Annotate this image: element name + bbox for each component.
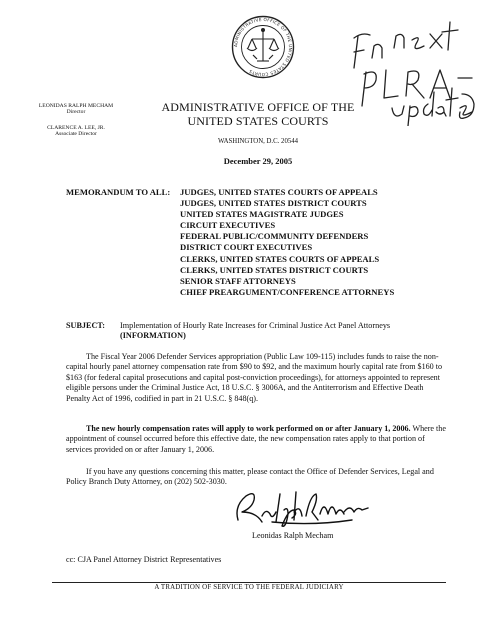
cc-line: cc: CJA Panel Attorney District Representatives — [66, 555, 222, 564]
recipient-list — [180, 187, 394, 298]
recipient-item: CLERKS, UNITED STATES DISTRICT COURTS — [180, 264, 369, 275]
subject-tag: (INFORMATION) — [120, 331, 186, 341]
recipient-item: CLERKS, UNITED STATES COURTS OF APPEALS — [180, 253, 380, 264]
recipient-item: CHIEF PREARGUMENT/CONFERENCE ATTORNEYS — [180, 286, 395, 297]
recipient-item: DISTRICT COURT EXECUTIVES — [180, 242, 313, 253]
signature — [232, 486, 372, 530]
paragraph-1-text: The Fiscal Year 2006 Defender Services appropriation (Public Law 109-115) includes funds to raise the non-capital hourly panel attorney compensation rate from $90 to $92, and the maximum hourly capital rate from $160 to $163 (for federal capital prosecutions and capital post-conviction proceedings), for attorneys appointed to represent eligible persons under the Criminal Justice Act, 18 U.S.C. § 3006A, and the Antiterrorism and Effective Death Penalty Act of 1996, codified in part in 21 U.S.C. § 848(q). — [66, 352, 443, 403]
agency-line-1: ADMINISTRATIVE OFFICE OF THE — [161, 100, 355, 114]
agency-name — [150, 101, 366, 128]
footer-divider — [52, 582, 446, 583]
agency-seal — [231, 15, 295, 79]
paragraph-2-text: Where the appointment of counsel occurred before this effective date, the new compensation rates apply to that portion of services provided on or after January 1, 2006. — [66, 424, 446, 454]
director-block — [28, 103, 124, 116]
svg-text:ADMINISTRATIVE OFFICE OF THE U: ADMINISTRATIVE OFFICE OF THE UNITED STATES COURTS — [232, 16, 294, 78]
subject-text — [120, 321, 450, 342]
body-paragraph-3 — [66, 467, 446, 488]
recipient-item: SENIOR STAFF ATTORNEYS — [180, 275, 296, 286]
associate-title: Associate Director — [55, 131, 97, 138]
body-paragraph-1 — [66, 352, 446, 404]
memorandum-label: MEMORANDUM TO ALL: — [66, 187, 171, 197]
paragraph-3-text: If you have any questions concerning this matter, please contact the Office of Defender Services, Legal and Policy Branch Duty Attorney, on (202) 502-3030. — [66, 467, 434, 487]
agency-line-2: UNITED STATES COURTS — [187, 113, 329, 128]
body-paragraph-2 — [66, 424, 446, 455]
subject-label: SUBJECT: — [66, 321, 105, 330]
signer-name: Leonidas Ralph Mecham — [252, 531, 334, 540]
memo-date: December 29, 2005 — [223, 156, 293, 166]
recipient-item: JUDGES, UNITED STATES COURTS OF APPEALS — [180, 187, 378, 197]
recipient-item: CIRCUIT EXECUTIVES — [180, 220, 276, 231]
footer-motto: A TRADITION OF SERVICE TO THE FEDERAL JUDICIARY — [154, 584, 344, 591]
subject-description: Implementation of Hourly Rate Increases for Criminal Justice Act Panel Attorneys — [120, 321, 391, 330]
recipient-item: UNITED STATES MAGISTRATE JUDGES — [180, 209, 344, 220]
recipient-item: FEDERAL PUBLIC/COMMUNITY DEFENDERS — [180, 231, 369, 242]
agency-address: WASHINGTON, D.C. 20544 — [217, 138, 299, 145]
associate-director-block — [28, 125, 124, 138]
director-name: LEONIDAS RALPH MECHAM — [38, 103, 114, 109]
director-title: Director — [66, 109, 86, 116]
recipient-item: JUDGES, UNITED STATES DISTRICT COURTS — [180, 198, 367, 209]
paragraph-2-bold: The new hourly compensation rates will apply to work performed on or after January 1, 2006. — [86, 424, 411, 433]
associate-name: CLARENCE A. LEE, JR. — [47, 125, 105, 131]
